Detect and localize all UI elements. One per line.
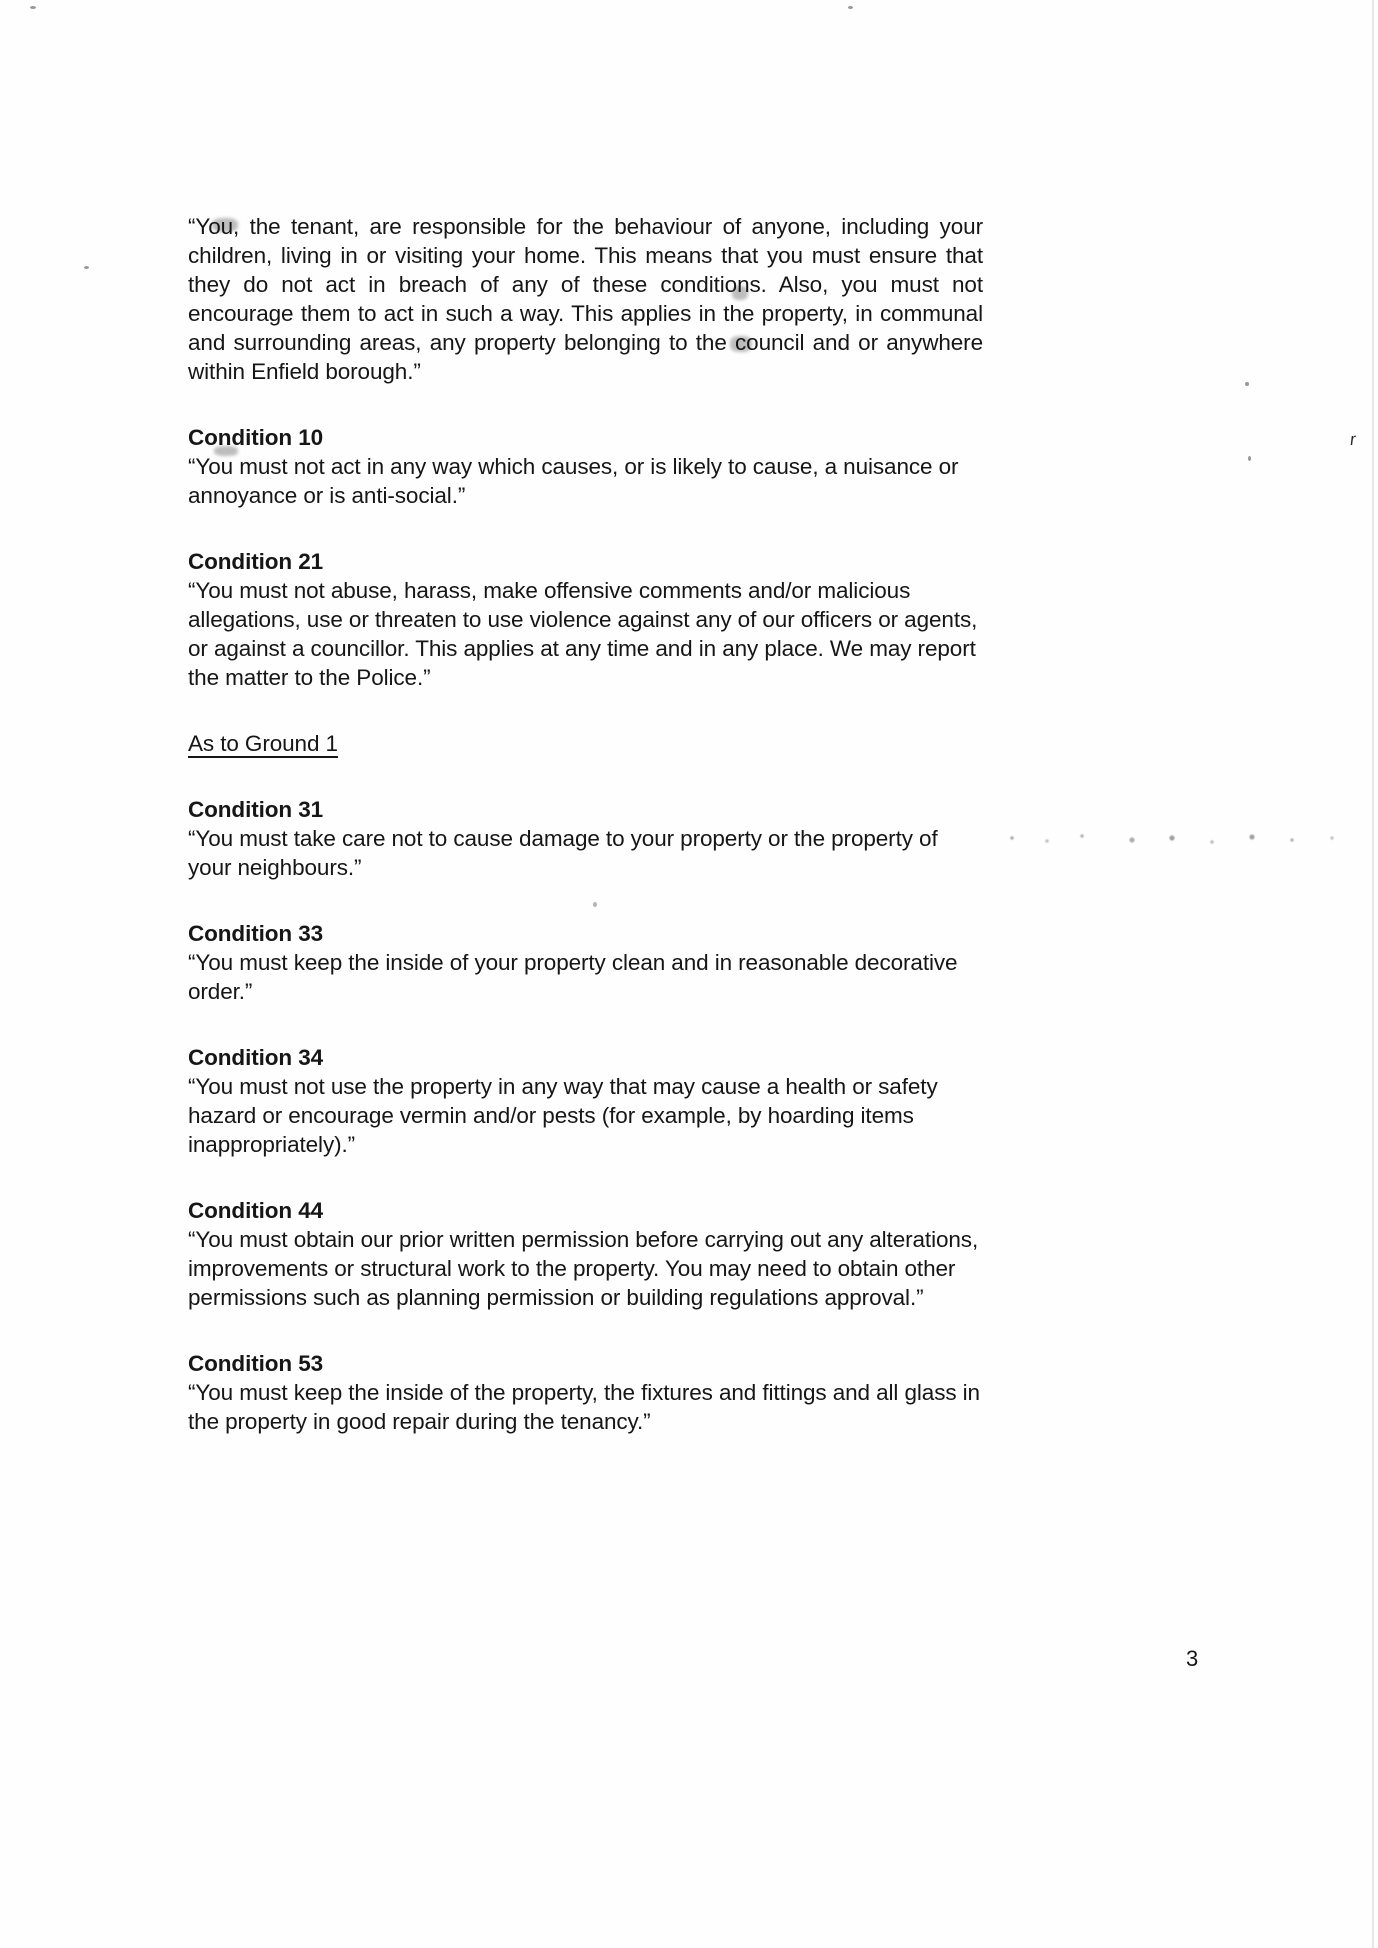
ground-heading: As to Ground 1 <box>188 731 338 756</box>
scan-artifact-speck <box>84 266 89 269</box>
section-heading: Condition 44 <box>188 1198 324 1223</box>
section-heading: Condition 31 <box>188 797 324 822</box>
scan-artifact-speck <box>1248 456 1251 461</box>
section-heading: Condition 33 <box>188 921 324 946</box>
document-content <box>188 212 983 1436</box>
section-heading: Condition 34 <box>188 1045 324 1070</box>
section-condition-53 <box>188 1349 983 1436</box>
scan-artifact-speck <box>1245 382 1249 386</box>
section-heading: Condition 53 <box>188 1351 324 1376</box>
scan-artifact-speck <box>30 6 36 9</box>
section-body: “You must keep the inside of the property, the fixtures and fittings and all glass in the property in good repair during the tenancy.” <box>188 1380 980 1434</box>
section-condition-21 <box>188 547 983 692</box>
section-as-to-ground-1 <box>188 729 983 758</box>
page-number: 3 <box>1186 1646 1199 1671</box>
section-body: “You must take care not to cause damage to your property or the property of your neighbours.” <box>188 826 938 880</box>
scan-artifact-stray-mark: r <box>1349 429 1357 450</box>
section-condition-44 <box>188 1196 983 1312</box>
scan-edge-line <box>1372 0 1374 1948</box>
section-heading: Condition 10 <box>188 425 324 450</box>
section-body: “You must obtain our prior written permission before carrying out any alterations, improvements or structural work to the property. You may need to obtain other permissions such as planning permission or building regulations approval.” <box>188 1227 979 1310</box>
section-condition-33 <box>188 919 983 1006</box>
section-condition-31 <box>188 795 983 882</box>
section-heading: Condition 21 <box>188 549 324 574</box>
section-condition-10 <box>188 423 983 510</box>
scan-artifact-smudge-band <box>1002 828 1367 848</box>
section-body: “You must not act in any way which causes, or is likely to cause, a nuisance or annoyance or is anti-social.” <box>188 454 959 508</box>
intro-paragraph: “You, the tenant, are responsible for the behaviour of anyone, including your children, living in or visiting your home. This means that you must ensure that they do not act in breach of any of these conditions. Also, you must not encourage them to act in such a way. This applies in the property, in communal and surrounding areas, any property belonging to the council and or anywhere within Enfield borough.” <box>188 214 983 384</box>
section-body: “You must keep the inside of your property clean and in reasonable decorative order.” <box>188 950 958 1004</box>
section-body: “You must not abuse, harass, make offensive comments and/or malicious allegations, use or threaten to use violence against any of our officers or agents, or against a councillor. This applies at any time and in any place. We may report the matter to the Police.” <box>188 578 978 690</box>
scan-artifact-speck <box>848 6 853 9</box>
section-body: “You must not use the property in any way that may cause a health or safety hazard or encourage vermin and/or pests (for example, by hoarding items inappropriately).” <box>188 1074 938 1157</box>
section-condition-34 <box>188 1043 983 1159</box>
